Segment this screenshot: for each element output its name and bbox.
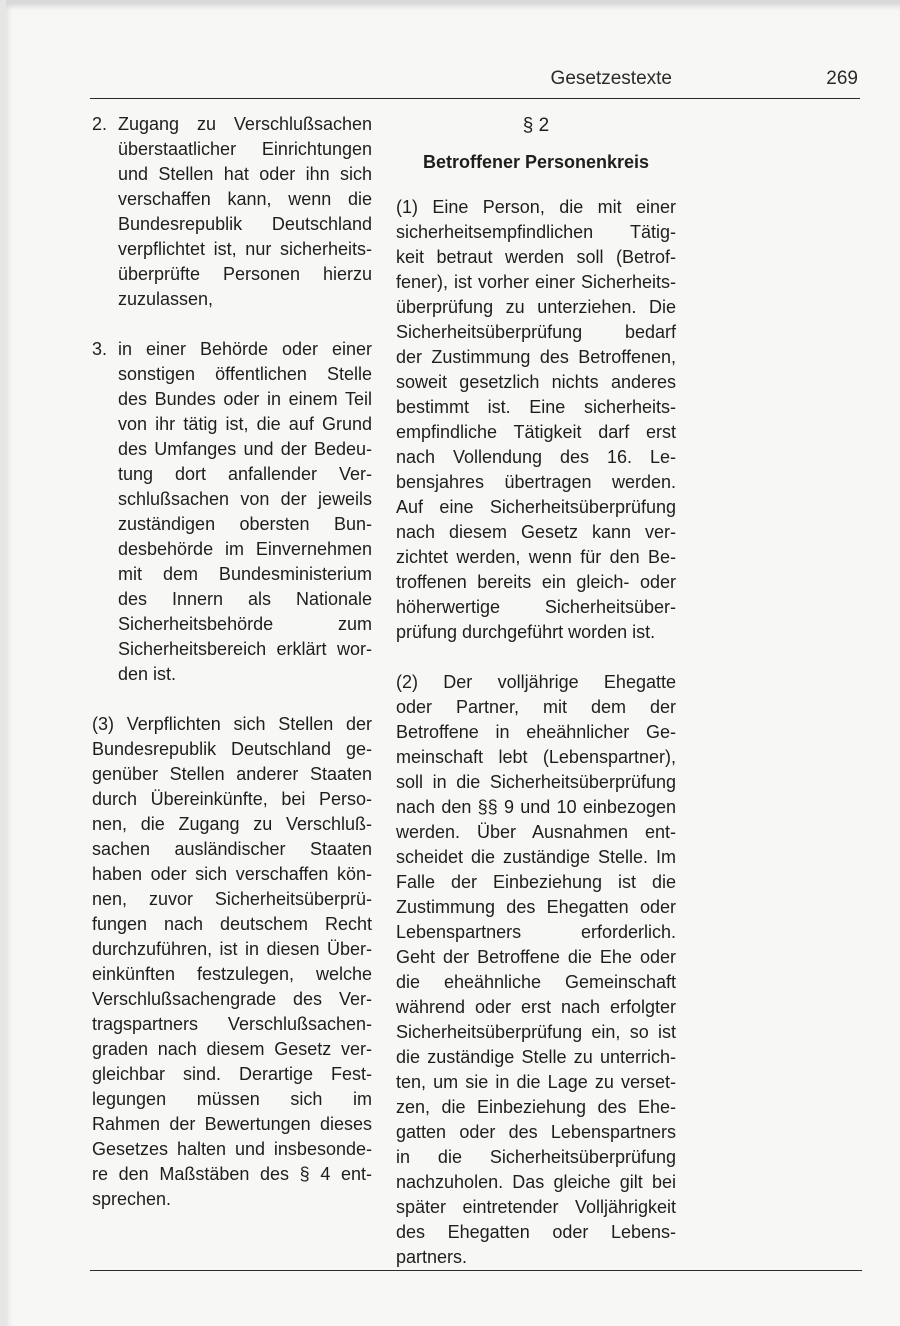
text-line: keit betraut werden soll (Betrof-	[396, 247, 676, 267]
text-line: sicherheitsempfindlichen Tätig-	[396, 222, 676, 242]
text-line: Sicherheitsüberprüfung ein, so ist	[396, 1022, 676, 1042]
text-line: durchzuführen, ist in diesen Über-	[92, 939, 372, 959]
text-line: (3) Verpflichten sich Stellen der	[92, 714, 372, 734]
text-line: ten, um sie in die Lage zu verset-	[396, 1072, 676, 1092]
section-number: § 2	[522, 115, 550, 136]
running-header	[90, 68, 860, 99]
text-line: verpflichtet ist, nur sicherheits-	[118, 239, 372, 259]
paragraph-2	[396, 670, 676, 1270]
text-line: die zuständige Stelle zu unterrich-	[396, 1047, 676, 1067]
text-line: desbehörde im Einvernehmen	[118, 539, 372, 559]
text-line: höherwertige Sicherheitsüber-	[396, 597, 676, 617]
text-line: später eintretender Volljährigkeit	[396, 1197, 676, 1217]
text-line: Zugang zu Verschlußsachen	[118, 114, 372, 134]
footer-rule	[90, 1270, 862, 1271]
text-line: in die Sicherheitsüberprüfung	[396, 1147, 676, 1167]
list-item-3	[92, 337, 372, 687]
text-line: nach den §§ 9 und 10 einbezogen	[396, 797, 676, 817]
text-line: von ihr tätig ist, die auf Grund	[118, 414, 372, 434]
text-line: Geht der Betroffene die Ehe oder	[396, 947, 676, 967]
left-column	[92, 112, 372, 1212]
text-line: Auf eine Sicherheitsüberprüfung	[396, 497, 676, 517]
text-line: überprüfung zu unterziehen. Die	[396, 297, 676, 317]
text-line: zuständigen obersten Bun-	[118, 514, 372, 534]
text-line: nen, zuvor Sicherheitsüberprü-	[92, 889, 372, 909]
text-line: bensjahres übertragen werden.	[396, 472, 676, 492]
text-line: Zustimmung des Ehegatten oder	[396, 897, 676, 917]
text-line: gatten oder des Lebenspartners	[396, 1122, 676, 1142]
text-line: Falle der Einbeziehung ist die	[396, 872, 676, 892]
text-line: Gesetzes halten und insbesonde-	[92, 1139, 372, 1159]
text-line: nach Vollendung des 16. Le-	[396, 447, 676, 467]
text-line: Sicherheitsbehörde zum	[118, 614, 372, 634]
text-line: einkünften festzulegen, welche	[92, 964, 372, 984]
text-line: Sicherheitsüberprüfung bedarf	[396, 322, 676, 342]
text-line: gleichbar sind. Derartige Fest-	[92, 1064, 372, 1084]
text-line: Bundesrepublik Deutschland ge-	[92, 739, 372, 759]
text-line: zichtet werden, wenn für den Be-	[396, 547, 676, 567]
section-title: Betroffener Personenkreis	[422, 152, 650, 172]
text-line: nach diesem Gesetz kann ver-	[396, 522, 676, 542]
text-line: zen, die Einbeziehung des Ehe-	[396, 1097, 676, 1117]
text-line: nachzuholen. Das gleiche gilt bei	[396, 1172, 676, 1192]
text-line: scheidet die zuständige Stelle. Im	[396, 847, 676, 867]
text-line: oder Partner, mit dem der	[396, 697, 676, 717]
text-line: meinschaft lebt (Lebenspartner),	[396, 747, 676, 767]
text-line: sachen ausländischer Staaten	[92, 839, 372, 859]
text-line: bestimmt ist. Eine sicherheits-	[396, 397, 676, 417]
text-line: re den Maßstäben des § 4 ent-	[92, 1164, 372, 1184]
text-line: Verschlußsachengrade des Ver-	[92, 989, 372, 1009]
right-column	[396, 112, 676, 1270]
text-line: soweit gesetzlich nichts anderes	[396, 372, 676, 392]
text-line: verschaffen kann, wenn die	[118, 189, 372, 209]
text-line: mit dem Bundesministerium	[118, 564, 372, 584]
text-line: des Innern als Nationale	[118, 589, 372, 609]
text-line: schlußsachen von der jeweils	[118, 489, 372, 509]
text-line: Bundesrepublik Deutschland	[118, 214, 372, 234]
list-item-number: 3.	[92, 339, 108, 359]
text-line: des Ehegatten oder Lebens-	[396, 1222, 676, 1242]
text-line: und Stellen hat oder ihn sich	[118, 164, 372, 184]
text-line: soll in die Sicherheitsüberprüfung	[396, 772, 676, 792]
text-line: während oder erst nach erfolgter	[396, 997, 676, 1017]
text-line: Rahmen der Bewertungen dieses	[92, 1114, 372, 1134]
text-line: zuzulassen,	[118, 289, 214, 309]
paragraph-1	[396, 195, 676, 645]
header-title: Gesetzestexte	[550, 68, 672, 89]
text-line: der Zustimmung des Betroffenen,	[396, 347, 676, 367]
text-line: empfindliche Tätigkeit darf erst	[396, 422, 676, 442]
list-item-2	[92, 112, 372, 312]
text-line: troffenen bereits ein gleich- oder	[396, 572, 676, 592]
text-line: sonstigen öffentlichen Stelle	[118, 364, 372, 384]
text-line: legungen müssen sich im	[92, 1089, 372, 1109]
text-line: Lebenspartners erforderlich.	[396, 922, 676, 942]
text-line: des Bundes oder in einem Teil	[118, 389, 372, 409]
text-line: tung dort anfallender Ver-	[118, 464, 372, 484]
text-line: sprechen.	[92, 1189, 172, 1209]
text-line: den ist.	[118, 664, 177, 684]
text-line: (1) Eine Person, die mit einer	[396, 197, 676, 217]
text-line: in einer Behörde oder einer	[118, 339, 372, 359]
text-line: des Umfanges und der Bedeu-	[118, 439, 372, 459]
paragraph-3	[92, 712, 372, 1212]
text-line: überstaatlicher Einrichtungen	[118, 139, 372, 159]
text-line: fungen nach deutschem Recht	[92, 914, 372, 934]
page-number: 269	[826, 68, 858, 89]
text-line: überprüfte Personen hierzu	[118, 264, 372, 284]
text-line: genüber Stellen anderer Staaten	[92, 764, 372, 784]
text-line: werden. Über Ausnahmen ent-	[396, 822, 676, 842]
text-line: Sicherheitsbereich erklärt wor-	[118, 639, 372, 659]
text-line: tragspartners Verschlußsachen-	[92, 1014, 372, 1034]
text-line: haben oder sich verschaffen kön-	[92, 864, 372, 884]
text-line: durch Übereinkünfte, bei Perso-	[92, 789, 372, 809]
text-line: die eheähnliche Gemeinschaft	[396, 972, 676, 992]
text-line: Betroffene in eheähnlicher Ge-	[396, 722, 676, 742]
text-line: partners.	[396, 1247, 468, 1267]
text-line: nen, die Zugang zu Verschluß-	[92, 814, 372, 834]
text-line: fener), ist vorher einer Sicherheits-	[396, 272, 676, 292]
list-item-number: 2.	[92, 114, 108, 134]
text-line: (2) Der volljährige Ehegatte	[396, 672, 676, 692]
text-line: prüfung durchgeführt worden ist.	[396, 622, 656, 642]
text-line: graden nach diesem Gesetz ver-	[92, 1039, 372, 1059]
